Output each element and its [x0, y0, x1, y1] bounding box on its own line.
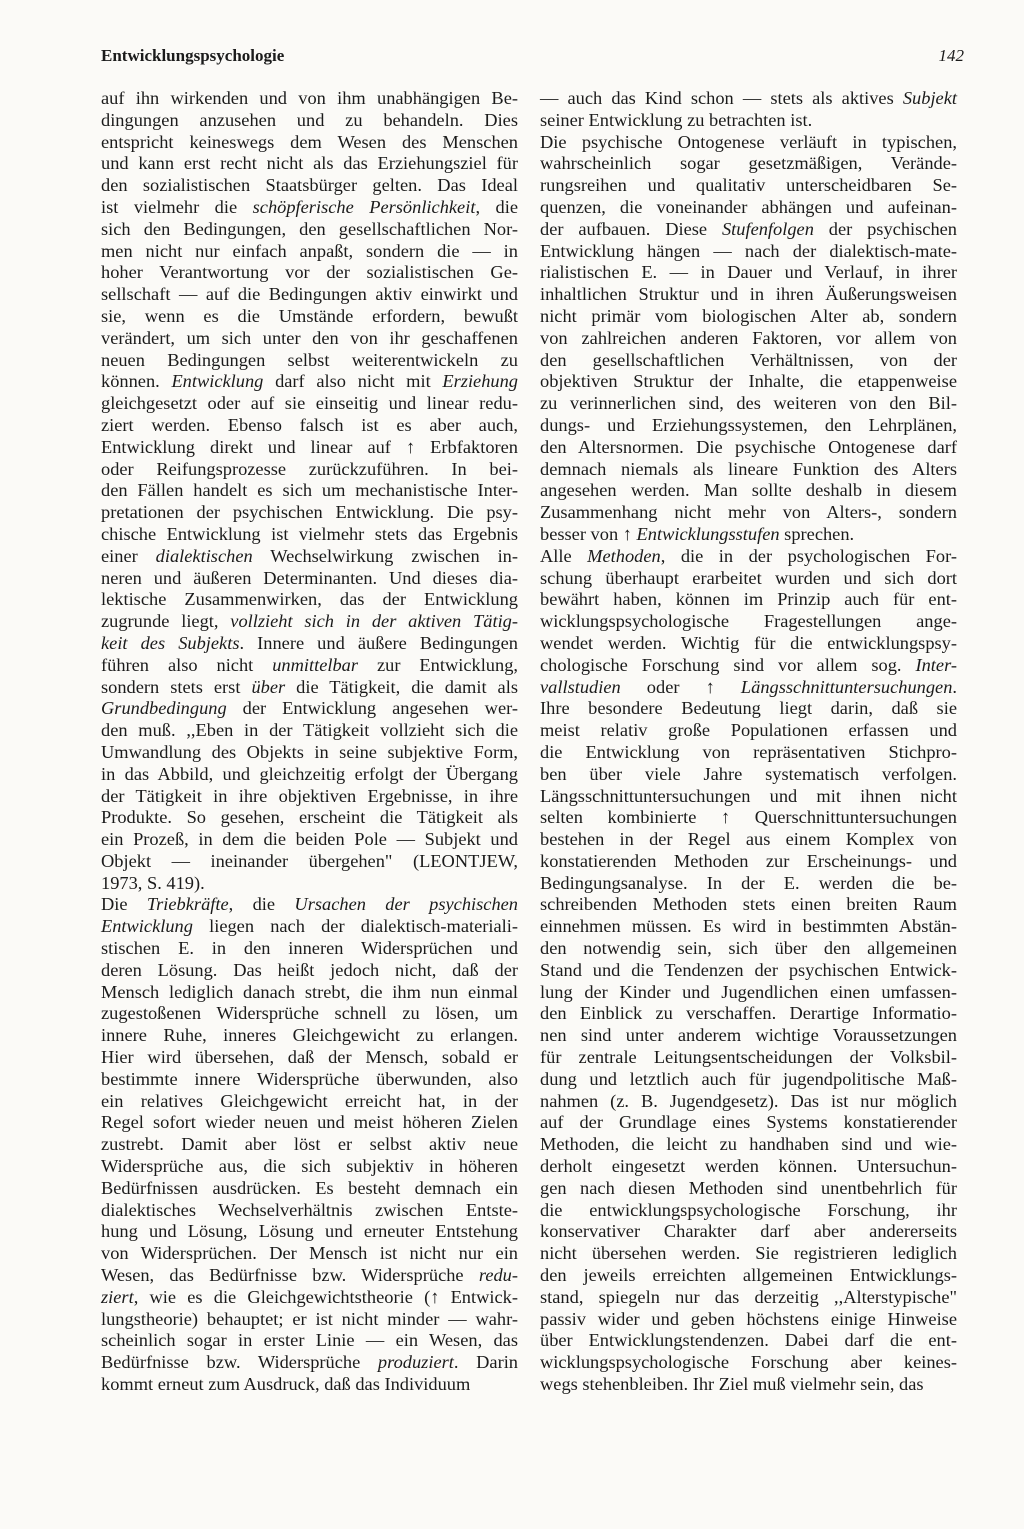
text-line: vallstudien oder ↑ Längsschnittuntersuchungen. — [540, 676, 957, 697]
text-line: der Tätigkeit in ihre objektiven Ergebnisse, in ihre — [101, 785, 518, 806]
text-line: Alle Methoden, die in der psychologischen For- — [540, 545, 957, 566]
paragraph — [540, 132, 957, 546]
text-line: den jeweils erreichten allgemeinen Entwicklungs- — [540, 1265, 957, 1286]
text-line: können. Entwicklung darf also nicht mit Erziehung — [101, 371, 518, 392]
text-line: zugrunde liegt, vollzieht sich in der aktiven Tätig- — [101, 611, 518, 632]
paragraph — [101, 88, 518, 894]
text-line: Entwicklung hängen — nach der dialektisch-mate- — [540, 240, 957, 261]
text-line: entspricht keineswegs dem Wesen des Menschen — [101, 131, 518, 152]
text-line: ben über viele Jahre systematisch verfolgen. — [540, 763, 957, 784]
text-line: oder Reifungsprozesse zurückzuführen. In bei- — [101, 458, 518, 479]
text-line: neren und äußeren Determinanten. Und dieses dia- — [101, 567, 518, 588]
text-line: quenzen, die voneinander abhängen und aufeinan- — [540, 196, 957, 217]
paragraph — [540, 88, 957, 132]
text-line: gen nach diesen Methoden sind unentbehrlich für — [540, 1177, 957, 1198]
text-line: einnehmen müssen. Es wird in bestimmten Abstän- — [540, 916, 957, 937]
text-line: lungstheorie) behauptet; er ist nicht minder — wahr- — [101, 1308, 518, 1329]
text-line: keit des Subjekts. Innere und äußere Bedingungen — [101, 632, 518, 653]
text-line: men nicht nur einfach anpaßt, sondern die — in — [101, 240, 518, 261]
text-line: sellschaft — auf die Bedingungen aktiv einwirkt und — [101, 284, 518, 305]
text-line: bestehen in der Regel aus einem Komplex von — [540, 829, 957, 850]
page-header — [101, 46, 964, 72]
text-line: den Einblick zu verschaffen. Derartige Informatio- — [540, 1003, 957, 1024]
text-line: pretationen der psychischen Entwicklung. Die psy- — [101, 502, 518, 523]
text-line: Ihre besondere Bedeutung liegt darin, daß sie — [540, 698, 957, 719]
text-line: führen also nicht unmittelbar zur Entwicklung, — [101, 654, 518, 675]
text-line: Die psychische Ontogenese verläuft in typischen, — [540, 131, 957, 152]
text-line: stischen E. in den inneren Widersprüchen und — [101, 938, 518, 959]
text-line: Produkte. So gesehen, erscheint die Tätigkeit als — [101, 807, 518, 828]
text-line: Regel sofort wieder neuen und meist höheren Zielen — [101, 1112, 518, 1133]
text-line: — auch das Kind schon — stets als aktives Subjekt — [540, 88, 957, 108]
text-line: und kann erst recht nicht als das Erziehungsziel für — [101, 153, 518, 174]
text-line: derholt eingesetzt werden können. Untersuchun- — [540, 1156, 957, 1177]
text-line: ein relatives Gleichgewicht erreicht hat, in der — [101, 1090, 518, 1111]
text-line: Umwandlung des Objekts in seine subjektive Form, — [101, 741, 518, 762]
text-line: wegs stehenbleiben. Ihr Ziel muß vielmehr sein, das — [540, 1374, 924, 1395]
text-line: zugestoßenen Widersprüche schnell zu lösen, um — [101, 1003, 518, 1024]
text-line: den sozialistischen Staatsbürger gelten. Das Ideal — [101, 175, 518, 196]
text-line: deren Lösung. Das heißt jedoch nicht, daß der — [101, 959, 518, 980]
text-line: ist vielmehr die schöpferische Persönlichkeit, die — [101, 196, 518, 217]
text-line: konstatierenden Methoden zur Erscheinungs- und — [540, 850, 957, 871]
text-line: hung und Lösung, Lösung und erneuter Entstehung — [101, 1221, 518, 1242]
text-line: zu verinnerlichen sind, des weiteren von den Bil- — [540, 393, 957, 414]
text-line: bestimmte innere Widersprüche überwunden, also — [101, 1068, 518, 1089]
text-line: chische Entwicklung ist vielmehr stets das Ergebnis — [101, 523, 518, 544]
text-line: selten kombinierte ↑ Querschnittuntersuchungen — [540, 807, 957, 828]
text-line: von Widersprüchen. Der Mensch ist nicht nur ein — [101, 1243, 518, 1264]
text-line: objektiven Struktur der Inhalte, die etappenweise — [540, 371, 957, 392]
text-line: demnach niemals als lineare Funktion des Alters — [540, 458, 957, 479]
paragraph — [540, 546, 957, 1396]
text-line: schung überhaupt erarbeitet wurden und sich dort — [540, 567, 957, 588]
text-line: gleichgesetzt oder auf sie einseitig und linear redu- — [101, 393, 518, 414]
text-line: Mensch lediglich danach strebt, die ihm nun einmal — [101, 981, 518, 1002]
text-line: einer dialektischen Wechselwirkung zwischen in- — [101, 545, 519, 566]
text-line: nicht übersehen werden. Sie registrieren lediglich — [540, 1243, 957, 1264]
running-head: Entwicklungspsychologie — [101, 46, 285, 65]
text-line: sie, wenn es die Umstände erfordern, bewußt — [101, 305, 518, 326]
text-line: ziert werden. Ebenso falsch ist es aber auch, — [101, 414, 518, 435]
text-line: kommt erneut zum Ausdruck, daß das Individuum — [101, 1374, 471, 1395]
text-line: Bedingungsanalyse. In der E. werden die be- — [540, 872, 957, 893]
text-line: innere Ruhe, inneres Gleichgewicht zu erlangen. — [101, 1025, 518, 1046]
text-line: nen sind unter anderem wichtige Voraussetzungen — [540, 1025, 957, 1046]
text-line: sondern stets erst über die Tätigkeit, die damit als — [101, 676, 518, 697]
text-line: dingungen anzusehen und zu behandeln. Dies — [101, 109, 518, 130]
text-line: nahmen (z. B. Jugendgesetz). Das ist nur möglich — [540, 1090, 957, 1111]
text-line: schreibenden Methoden stets einen breiten Raum — [540, 894, 957, 915]
text-line: Entwicklung direkt und linear auf ↑ Erbfaktoren — [101, 436, 518, 457]
text-line: Bedürfnissen ausdrücken. Es besteht demnach ein — [101, 1177, 518, 1198]
text-line: Stand und die Tendenzen der psychischen Entwick- — [540, 959, 957, 980]
text-line: Längsschnittuntersuchungen und mit ihnen nicht — [540, 785, 957, 806]
text-line: Zusammenhang nicht mehr von Alters-, sondern — [540, 502, 957, 523]
text-line: ziert, wie es die Gleichgewichtstheorie (↑ Entwick- — [101, 1286, 518, 1307]
text-line: nicht primär vom biologischen Alter ab, sondern — [540, 305, 957, 326]
text-line: den gesellschaftlichen Verhältnissen, von der — [540, 349, 957, 370]
text-line: 1973, S. 419). — [101, 872, 205, 893]
text-line: Entwicklung liegen nach der dialektisch-materiali- — [101, 916, 518, 937]
text-line: den Altersnormen. Die psychische Ontogenese darf — [540, 436, 957, 457]
text-line: über Entwicklungstendenzen. Dabei darf die ent- — [540, 1330, 957, 1351]
text-line: dung und letztlich auch für jugendpolitische Maß- — [540, 1068, 957, 1089]
text-line: bewährt haben, können im Prinzip auch für ent- — [540, 589, 957, 610]
text-line: hoher Verantwortung vor der sozialistischen Ge- — [101, 262, 518, 283]
text-line: sich den Bedingungen, den gesellschaftlichen Nor- — [101, 218, 518, 239]
text-line: rialistischen E. — in Dauer und Verlauf, in ihrer — [540, 262, 957, 283]
text-line: den muß. ,,Eben in der Tätigkeit vollzieht sich die — [101, 720, 518, 741]
text-line: Grundbedingung der Entwicklung angesehen wer- — [101, 698, 518, 719]
text-line: dungs- und Erziehungssystemen, den Lehrplänen, — [540, 414, 957, 435]
text-line: die entwicklungspsychologische Forschung, ihr — [540, 1199, 957, 1220]
text-line: verändert, um sich unter den von ihr geschaffenen — [101, 327, 518, 348]
text-line: Objekt — ineinander übergehen" (LEONTJEW, — [101, 850, 518, 871]
text-line: der aufbauen. Diese Stufenfolgen der psychischen — [540, 218, 957, 239]
text-line: lektische Zusammenwirken, das der Entwicklung — [101, 589, 518, 610]
text-line: in das Abbild, und gleichzeitig erfolgt der Übergang — [101, 763, 518, 784]
text-line: ein Prozeß, in dem die beiden Pole — Subjekt und — [101, 829, 518, 850]
text-line: Die Triebkräfte, die Ursachen der psychischen — [101, 894, 518, 915]
text-line: den notwendig sein, sich über den allgemeinen — [540, 938, 957, 959]
text-line: auf der Grundlage eines Systems konstatierender — [540, 1112, 957, 1133]
text-line: besser von ↑ Entwicklungsstufen sprechen. — [540, 523, 855, 544]
text-line: Wesen, das Bedürfnisse bzw. Widersprüche redu- — [101, 1265, 518, 1286]
text-line: angesehen werden. Man sollte deshalb in diesem — [540, 480, 957, 501]
text-line: lung der Kinder und Jugendlichen einen umfassen- — [540, 981, 957, 1002]
text-line: seiner Entwicklung zu betrachten ist. — [540, 109, 813, 130]
text-line: konservativer Charakter darf aber andererseits — [540, 1221, 957, 1242]
text-line: wahrscheinlich sogar gesetzmäßigen, Verände- — [540, 153, 957, 174]
text-line: scheinlich sogar in erster Linie — ein Wesen, das — [101, 1330, 518, 1351]
text-line: stand, spiegeln nur das derzeitig ,,Alterstypische" — [540, 1286, 957, 1307]
text-line: Widersprüche aus, die sich subjektiv in höheren — [101, 1156, 518, 1177]
text-line: Hier wird übersehen, daß der Mensch, sobald er — [101, 1047, 518, 1068]
text-line: passiv wider und geben höchstens einige Hinweise — [540, 1308, 957, 1329]
text-line: auf ihn wirkenden und von ihm unabhängigen Be- — [101, 88, 518, 108]
text-line: wendet werden. Wichtig für die entwicklungspsy- — [540, 632, 957, 653]
text-line: für zentrale Leitungsentscheidungen der Volksbil- — [540, 1047, 957, 1068]
text-column-left — [101, 88, 518, 1396]
text-line: meist relativ große Populationen erfassen und — [540, 720, 957, 741]
page-number: 142 — [938, 46, 964, 65]
text-line: neuen Bedingungen selbst weiterentwickeln zu — [101, 349, 518, 370]
text-line: rungsreihen und qualitativ unterscheidbaren Se- — [540, 175, 957, 196]
text-line: inhaltlichen Struktur und in ihren Äußerungsweisen — [540, 284, 957, 305]
text-line: Bedürfnisse bzw. Widersprüche produziert. Darin — [101, 1352, 518, 1373]
text-line: den Fällen handelt es sich um mechanistische Inter- — [101, 480, 518, 501]
text-line: wicklungspsychologische Fragestellungen ange- — [540, 611, 957, 632]
text-line: dialektisches Wechselverhältnis zwischen Entste- — [101, 1199, 518, 1220]
text-line: wicklungspsychologische Forschung aber keines- — [540, 1352, 957, 1373]
text-column-right — [540, 88, 957, 1396]
text-line: von zahlreichen anderen Faktoren, vor allem von — [540, 327, 957, 348]
text-line: die Entwicklung von repräsentativen Stichpro- — [540, 741, 957, 762]
text-line: Methoden, die leicht zu handhaben sind und wie- — [540, 1134, 957, 1155]
paragraph — [101, 894, 518, 1395]
text-line: zustrebt. Damit aber löst er selbst aktiv neue — [101, 1134, 518, 1155]
text-line: chologische Forschung sind vor allem sog. Inter- — [540, 654, 957, 675]
